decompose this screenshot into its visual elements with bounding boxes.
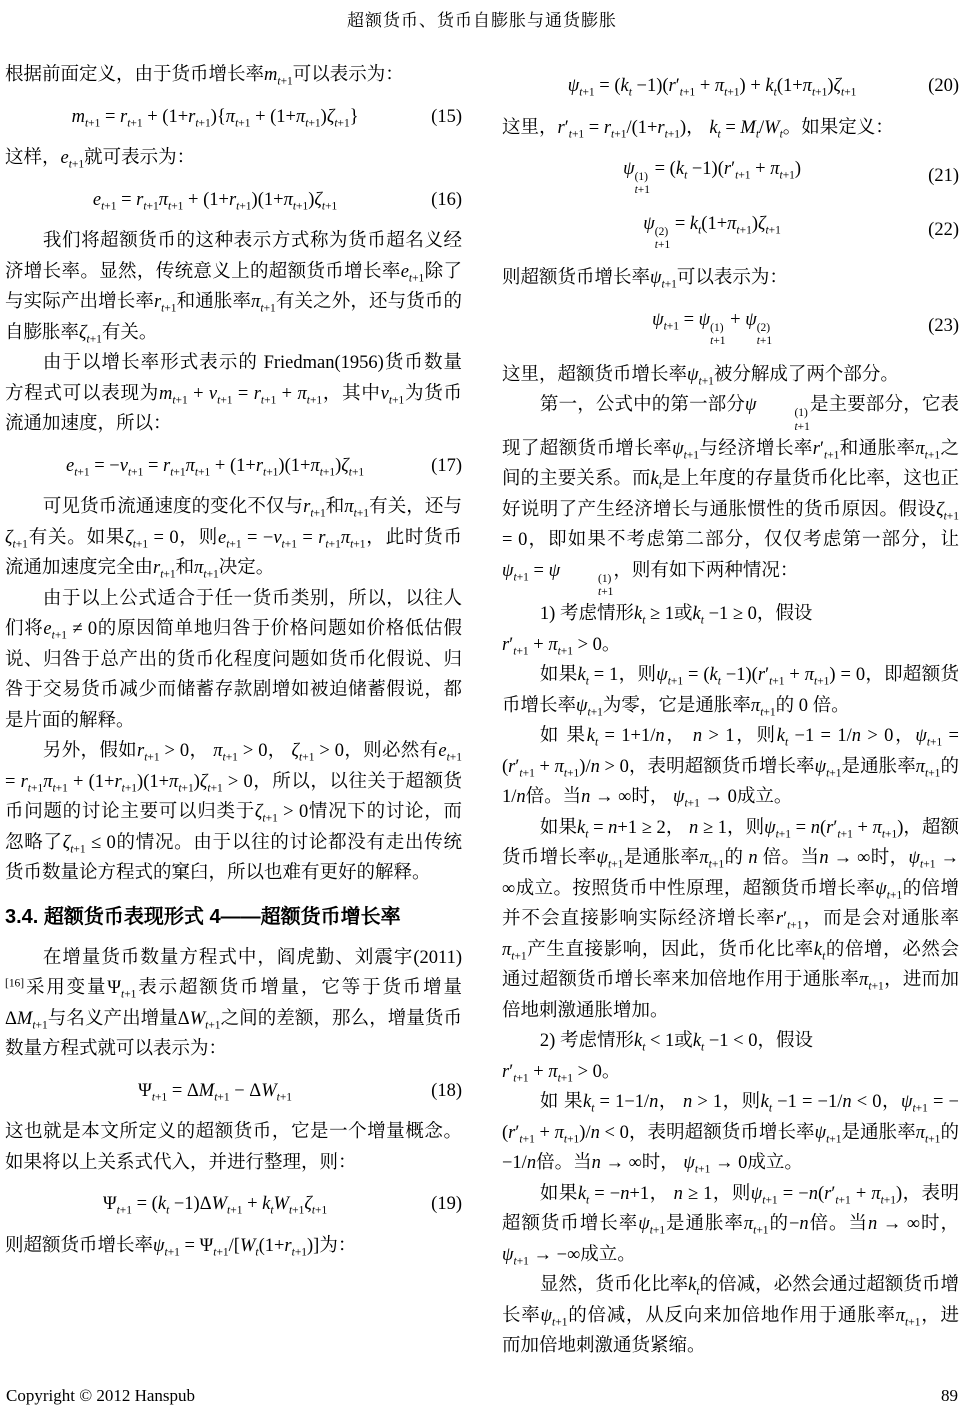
- paragraph: 显然，货币化比率$k_t$的倍减，必然会通过超额货币增长率$\psi_{t+1}$的倍减，从反向来加倍地作用于通胀率$\pi_{t+1}$，进而加倍地刺激通货紧缩。: [502, 1275, 959, 1357]
- paragraph: 则超额货币增长率$\psi_{t+1}$可以表示为：: [502, 268, 788, 291]
- equation: [5, 102, 462, 133]
- paragraph: 由于以增长率形式表示的 Friedman(1956)货币数量方程式可以表现为$m_{t+1} + v_{t+1} = r_{t+1} + \pi_{t+1}$，其中$v_{t+1}$为货币流通加速度，所以：: [5, 353, 463, 434]
- section-heading: 3.4. 超额货币表现形式 4——超额货币增长率: [5, 905, 401, 928]
- equation: [5, 1189, 462, 1220]
- equation-number: (19): [431, 1194, 462, 1214]
- paragraph: 这样，$e_{t+1}$就可表示为：: [5, 148, 196, 171]
- paragraph: 1) 考虑情形$k_t \ge 1$或$k_t -1 \ge 0$，假设: [539, 604, 813, 627]
- equation: [502, 209, 959, 253]
- paragraph: 如 果$k_t = 1+1/n$， n > 1，则$k_t -1 = 1/n > 0$，$\psi_{t+1} = (r'_{t+1} + \pi_{t+1})/n > 0$，表明超额货币增长率$\psi_{t+1}$是通胀率$\pi_{t+1}$的1/n倍。当n → ∞时， $\psi_{t+1} \to 0$成立。: [502, 726, 959, 810]
- equation: [5, 185, 462, 216]
- paragraph: 在增量货币数量方程式中，阎虎勤、刘震宇(2011)[16]采用变量$\Psi_{t+1}$表示超额货币增量，它等于货币增量$\Delta M_{t+1}$与名义产出增量$\Delta W_{t+1}$之间的差额，那么，增量货币数量方程式就可以表示为：: [5, 947, 462, 1059]
- equation-number: (16): [431, 189, 462, 210]
- equation-body: $\Psi_{t+1} = \Delta M_{t+1} - \Delta W_{t+1}$: [138, 1080, 293, 1103]
- paragraph: 如 果$k_t = 1-1/n$， n > 1，则$k_t -1 = -1/n < 0$，$\psi_{t+1} = -(r'_{t+1} + \pi_{t+1})/n < 0$，表明超额货币增长率$\psi_{t+1}$是通胀率$\pi_{t+1}$的−1/n倍。当n → ∞时， $\psi_{t+1} \to 0$成立。: [502, 1092, 959, 1176]
- paragraph: 2) 考虑情形$k_t < 1$或$k_t -1 < 0$，假设: [539, 1031, 813, 1054]
- equation: [502, 71, 959, 102]
- column-right: [502, 60, 959, 1362]
- column-left: [5, 60, 462, 1362]
- equation: [5, 451, 462, 482]
- paragraph: 如果$k_t = 1$，则$\psi_{t+1} = (k_t -1)(r'_{t+1} + \pi_{t+1}) = 0$，即超额货币增长率$\psi_{t+1}$为零，它是通胀率$\pi_{t+1}$的 0 倍。: [502, 665, 959, 719]
- equation-body: $e_{t+1} = -v_{t+1} = r_{t+1}\pi_{t+1} + (1+r_{t+1})(1+\pi_{t+1})\zeta_{t+1}$: [66, 455, 365, 478]
- equation-number: (18): [431, 1080, 462, 1101]
- equation-number: (15): [431, 106, 462, 127]
- equation-body: $\Psi_{t+1} = (k_t -1)\Delta W_{t+1} + k_tW_{t+1}\zeta_{t+1}$: [102, 1194, 328, 1217]
- paragraph: 根据前面定义，由于货币增长率$m_{t+1}$可以表示为：: [5, 65, 404, 88]
- running-head-title: 超额货币、货币自膨胀与通货膨胀: [347, 11, 617, 30]
- paragraph: 这里，$r'_{t+1} = r_{t+1}/(1+r_{t+1})$， $k_t = M_t/W_t$。如果定义：: [502, 117, 894, 140]
- equation-body: $\psi_{t+1} = \psi$ (1) t+1 + ψ (2) t+1: [652, 309, 773, 348]
- paragraph: 这也就是本文所定义的超额货币，它是一个增量概念。如果将以上关系式代入，并进行整理，则：: [5, 1122, 462, 1173]
- equation-number: (20): [928, 76, 959, 96]
- two-column-body: [5, 60, 959, 1362]
- paragraph: $r'_{t+1} + \pi_{t+1} > 0$。: [502, 1061, 621, 1085]
- equation: [502, 154, 959, 198]
- equation-number: (21): [928, 165, 959, 186]
- paragraph: 则超额货币增长率$\psi_{t+1} = \Psi_{t+1}/[W_t(1+r_{t+1})]$为：: [5, 1235, 357, 1258]
- paragraph: 如果$k_t = n+1 \ge 2$， n ≥ 1，则$\psi_{t+1} = n(r'_{t+1} + \pi_{t+1})$，超额货币增长率$\psi_{t+1}$是通胀率$\pi_{t+1}$的 n 倍。当n → ∞时，$\psi_{t+1}$ → ∞成立。按照货币中性原理，超额货币增长率$\psi_{t+1}$的倍增并不会直接影响实际经济增长率$r'_{t+1}$，而是会对通胀率$\pi_{t+1}$产生直接影响，因此，货币化比率$k_t$的倍增，必然会通过超额货币增长率来加倍地作用于通胀率$\pi_{t+1}$，进而加倍地刺激通胀增加。: [502, 817, 959, 1021]
- equation-number: (23): [928, 316, 959, 337]
- paragraph: $r'_{t+1} + \pi_{t+1} > 0$。: [502, 634, 621, 658]
- copyright-text: Copyright © 2012 Hanspub: [6, 1386, 196, 1405]
- equation-body: ψ (2) t+1 = $k_t(1+\pi_{t+1})\zeta_{t+1}$: [643, 213, 781, 252]
- paragraph: 由于以上公式适合于任一货币类别，所以，以往人们将$e_{t+1} \ne 0$的原因简单地归咎于价格问题如价格低估假说、归咎于总产出的货币化程度问题如货币化假说、归咎于交易货币减少而储蓄存款剧增如被迫储蓄假说，都是片面的解释。: [5, 588, 462, 731]
- equation: [502, 305, 959, 349]
- equation-number: (22): [928, 220, 959, 241]
- paragraph: 我们将超额货币的这种表示方式称为货币超名义经济增长率。显然，传统意义上的超额货币增长率$e_{t+1}$除了与实际产出增长率$r_{t+1}$和通胀率$\pi_{t+1}$有关之外，还与货币的自膨胀率$\zeta_{t+1}$有关。: [5, 231, 462, 345]
- paragraph: 如果$k_t = -n+1$， n ≥ 1，则$\psi_{t+1} = -n(r'_{t+1} + \pi_{t+1})$，表明超额货币增长率$\psi_{t+1}$是通胀率$\pi_{t+1}$的−n倍。当n → ∞时， $\psi_{t+1}$ → −∞成立。: [502, 1183, 959, 1268]
- page-footer: [0, 1386, 964, 1406]
- equation-number: (17): [431, 455, 462, 476]
- equation-body: $e_{t+1} = r_{t+1}\pi_{t+1} + (1+r_{t+1})(1+\pi_{t+1})\zeta_{t+1}$: [92, 189, 338, 212]
- equation-body: ψ (1) t+1 = $(k_t -1)(r'_{t+1} + \pi_{t+1})$: [623, 159, 802, 197]
- paragraph: 另外，假如$r_{t+1} > 0$， $\pi_{t+1} > 0$， $\zeta_{t+1} > 0$，则必然有$e_{t+1} = r_{t+1}\pi_{t+1} + (1+r_{t+1})(1+\pi_{t+1})\zeta_{t+1} > 0$，所以，以往关于超额货币问题的讨论主要可以归类于$\zeta_{t+1} > 0$情况下的讨论，而忽略了$\zeta_{t+1} \le 0$的情况。由于以往的讨论都没有走出传统货币数量论方程式的窠臼，所以也难有更好的解释。: [5, 741, 463, 883]
- paragraph: 这里，超额货币增长率$\psi_{t+1}$被分解成了两个部分。: [502, 364, 899, 387]
- paragraph: 第一，公式中的第一部分ψ (1) t+1 是主要部分，它表现了超额货币增长率$\psi_{t+1}$与经济增长率$r'_{t+1}$和通胀率$\pi_{t+1}$之间的主要关系。而$k_t$是上年度的存量货币化比率，这也正好说明了产生经济增长与通胀惯性的货币原因。假设$\zeta_{t+1} = 0$，即如果不考虑第二部分，仅仅考虑第一部分，让$\psi_{t+1} = \psi$ (1) t+1 ，则有如下两种情况：: [502, 395, 959, 599]
- equation-body: $m_{t+1} = r_{t+1} + (1+r_{t+1})\{\pi_{t+1} + (1+\pi_{t+1})\zeta_{t+1}\}$: [71, 106, 359, 129]
- page-number: 89: [941, 1386, 958, 1405]
- equation: [5, 1076, 462, 1107]
- paragraph: 可见货币流通速度的变化不仅与$r_{t+1}$和$\pi_{t+1}$有关，还与$\zeta_{t+1}$有关。如果$\zeta_{t+1} = 0$，则$e_{t+1} = -v_{t+1} = r_{t+1}\pi_{t+1}$，此时货币流通加速度完全由$r_{t+1}$和$\pi_{t+1}$决定。: [5, 497, 462, 581]
- equation-body: $\psi_{t+1} = (k_t -1)(r'_{t+1} + \pi_{t+1}) + k_t(1+\pi_{t+1})\zeta_{t+1}$: [567, 76, 857, 99]
